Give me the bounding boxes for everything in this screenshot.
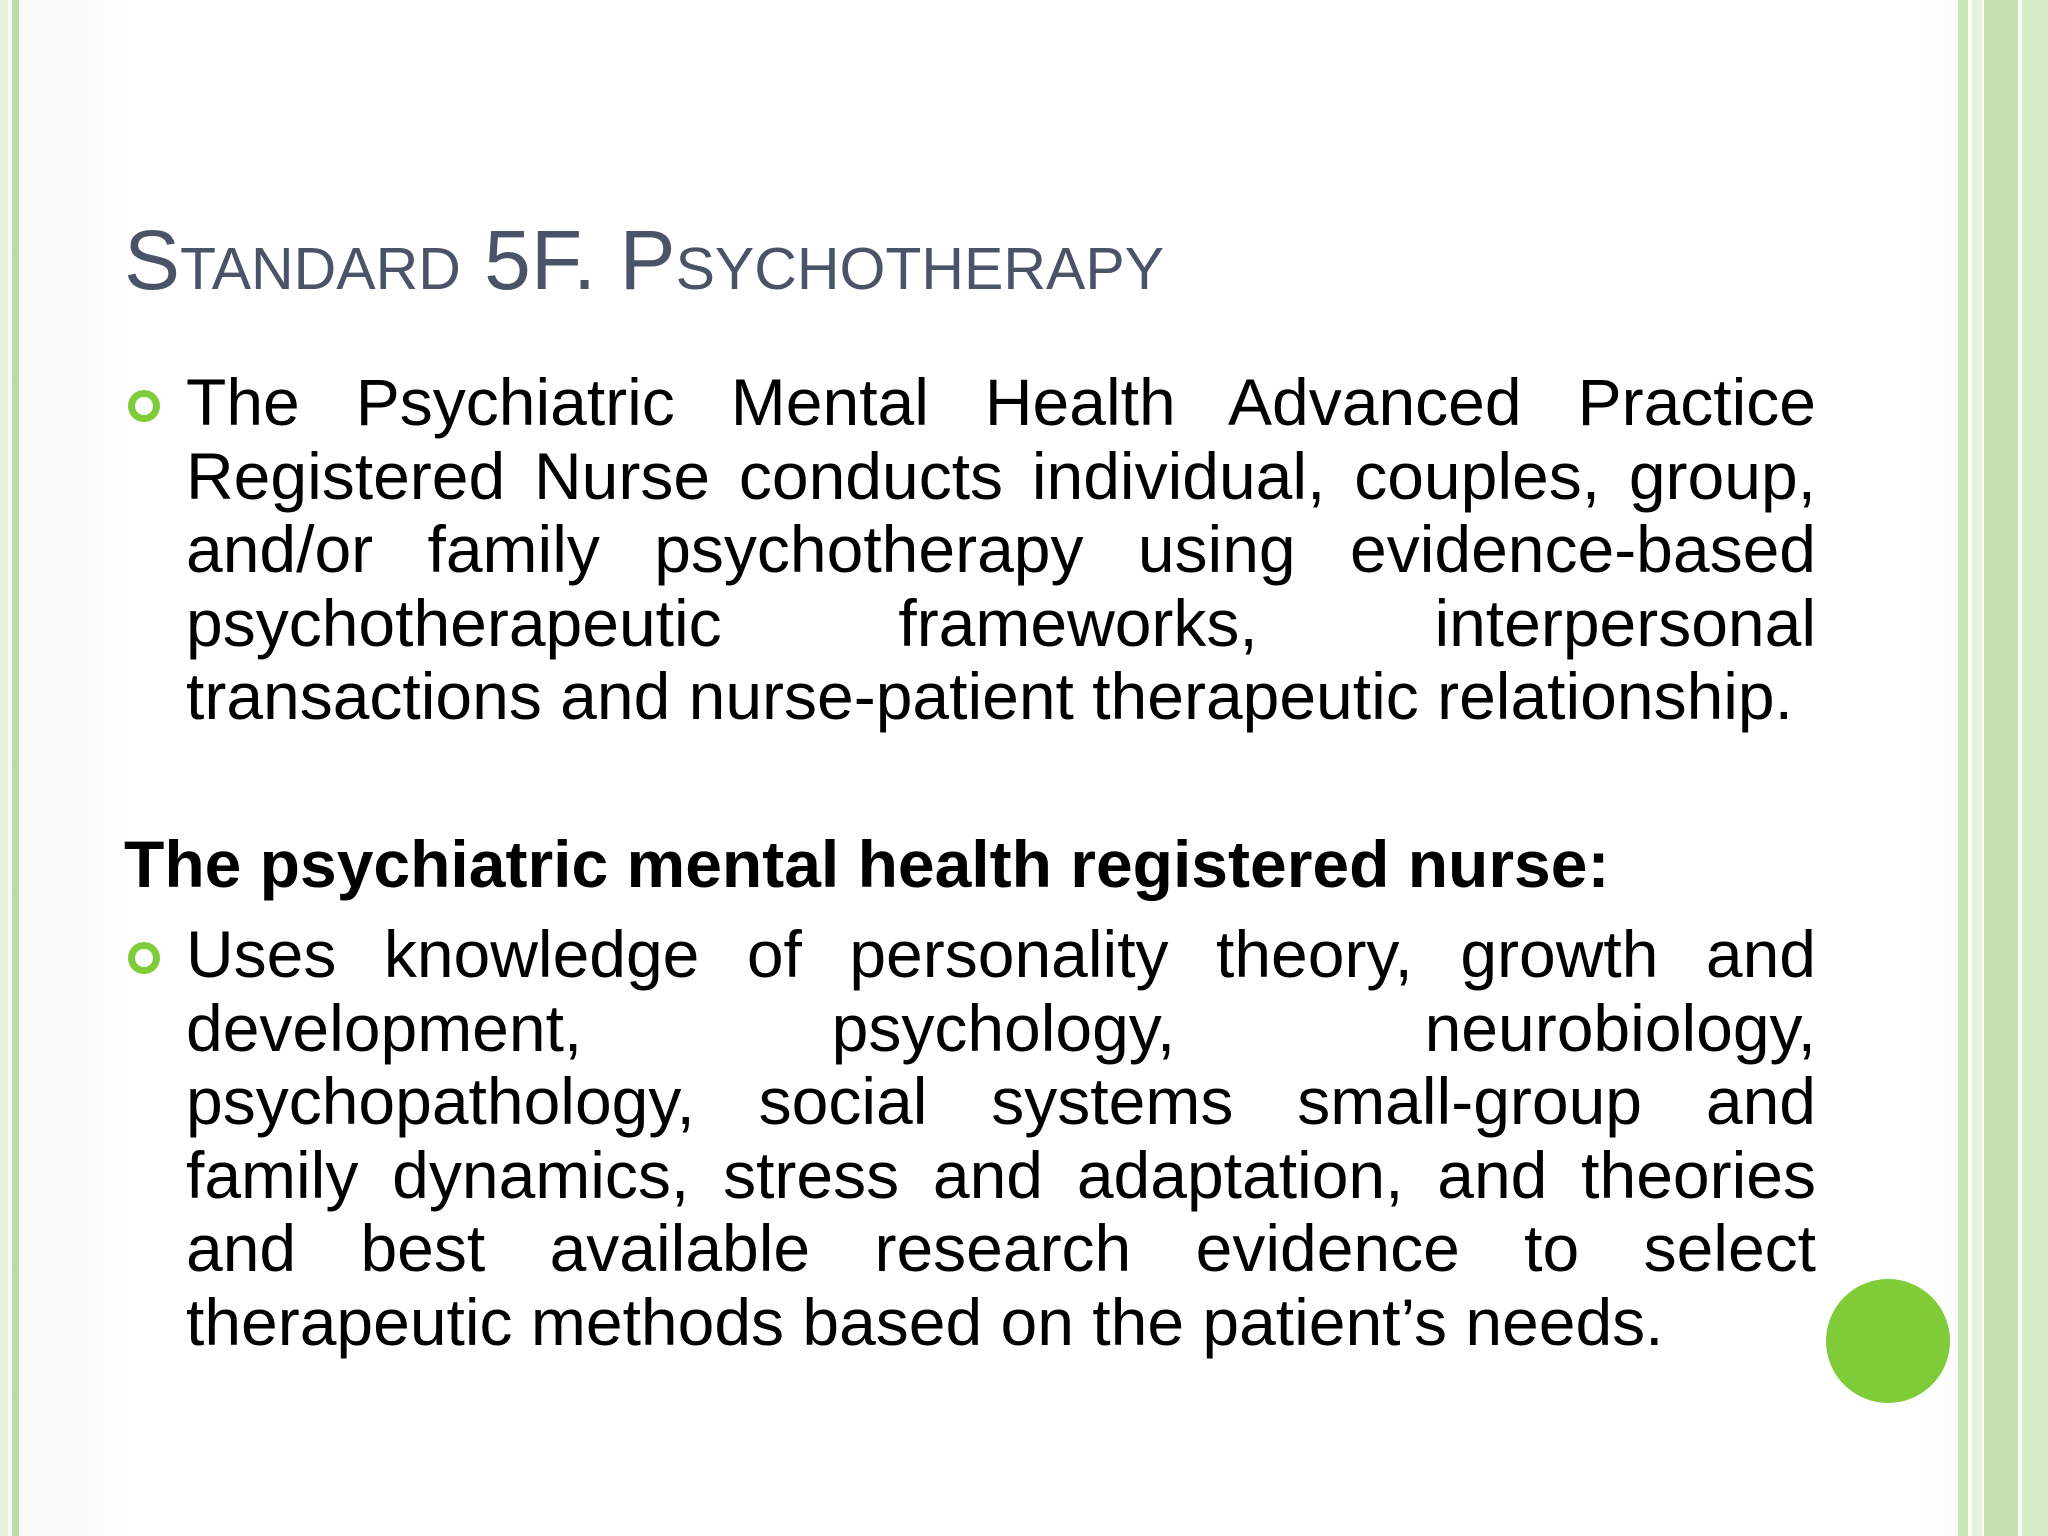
bullet-text: The Psychiatric Mental Health Advanced Practice Registered Nurse conducts individual, couples, group, and/or family psychotherapy using evidence-based psychotherapeutic frameworks, interpersonal transactions and nurse-patient therapeutic relationship.	[186, 365, 1816, 733]
subheading: The psychiatric mental health registered nurse:	[124, 827, 1610, 901]
left-border-stripe	[12, 0, 19, 1536]
right-border-stripe	[2022, 0, 2048, 1536]
bullet-item	[124, 366, 1816, 734]
bullet-item	[124, 918, 1816, 1359]
ring-bullet-icon	[128, 942, 160, 974]
bullet-text: Uses knowledge of personality theory, growth and development, psychology, neurobiology, psychopathology, social systems small-group and family dynamics, stress and adaptation, and theories and best available research evidence to select therapeutic methods based on the patient’s needs.	[186, 917, 1816, 1359]
green-circle-icon	[1826, 1279, 1950, 1403]
right-border-stripe	[1958, 0, 1968, 1536]
right-border-stripe	[1972, 0, 1982, 1536]
ring-bullet-icon	[128, 390, 160, 422]
right-border-stripe	[1984, 0, 2018, 1536]
left-border-stripe	[0, 0, 8, 1536]
slide-title: Standard 5F. Psychotherapy	[124, 213, 1165, 307]
